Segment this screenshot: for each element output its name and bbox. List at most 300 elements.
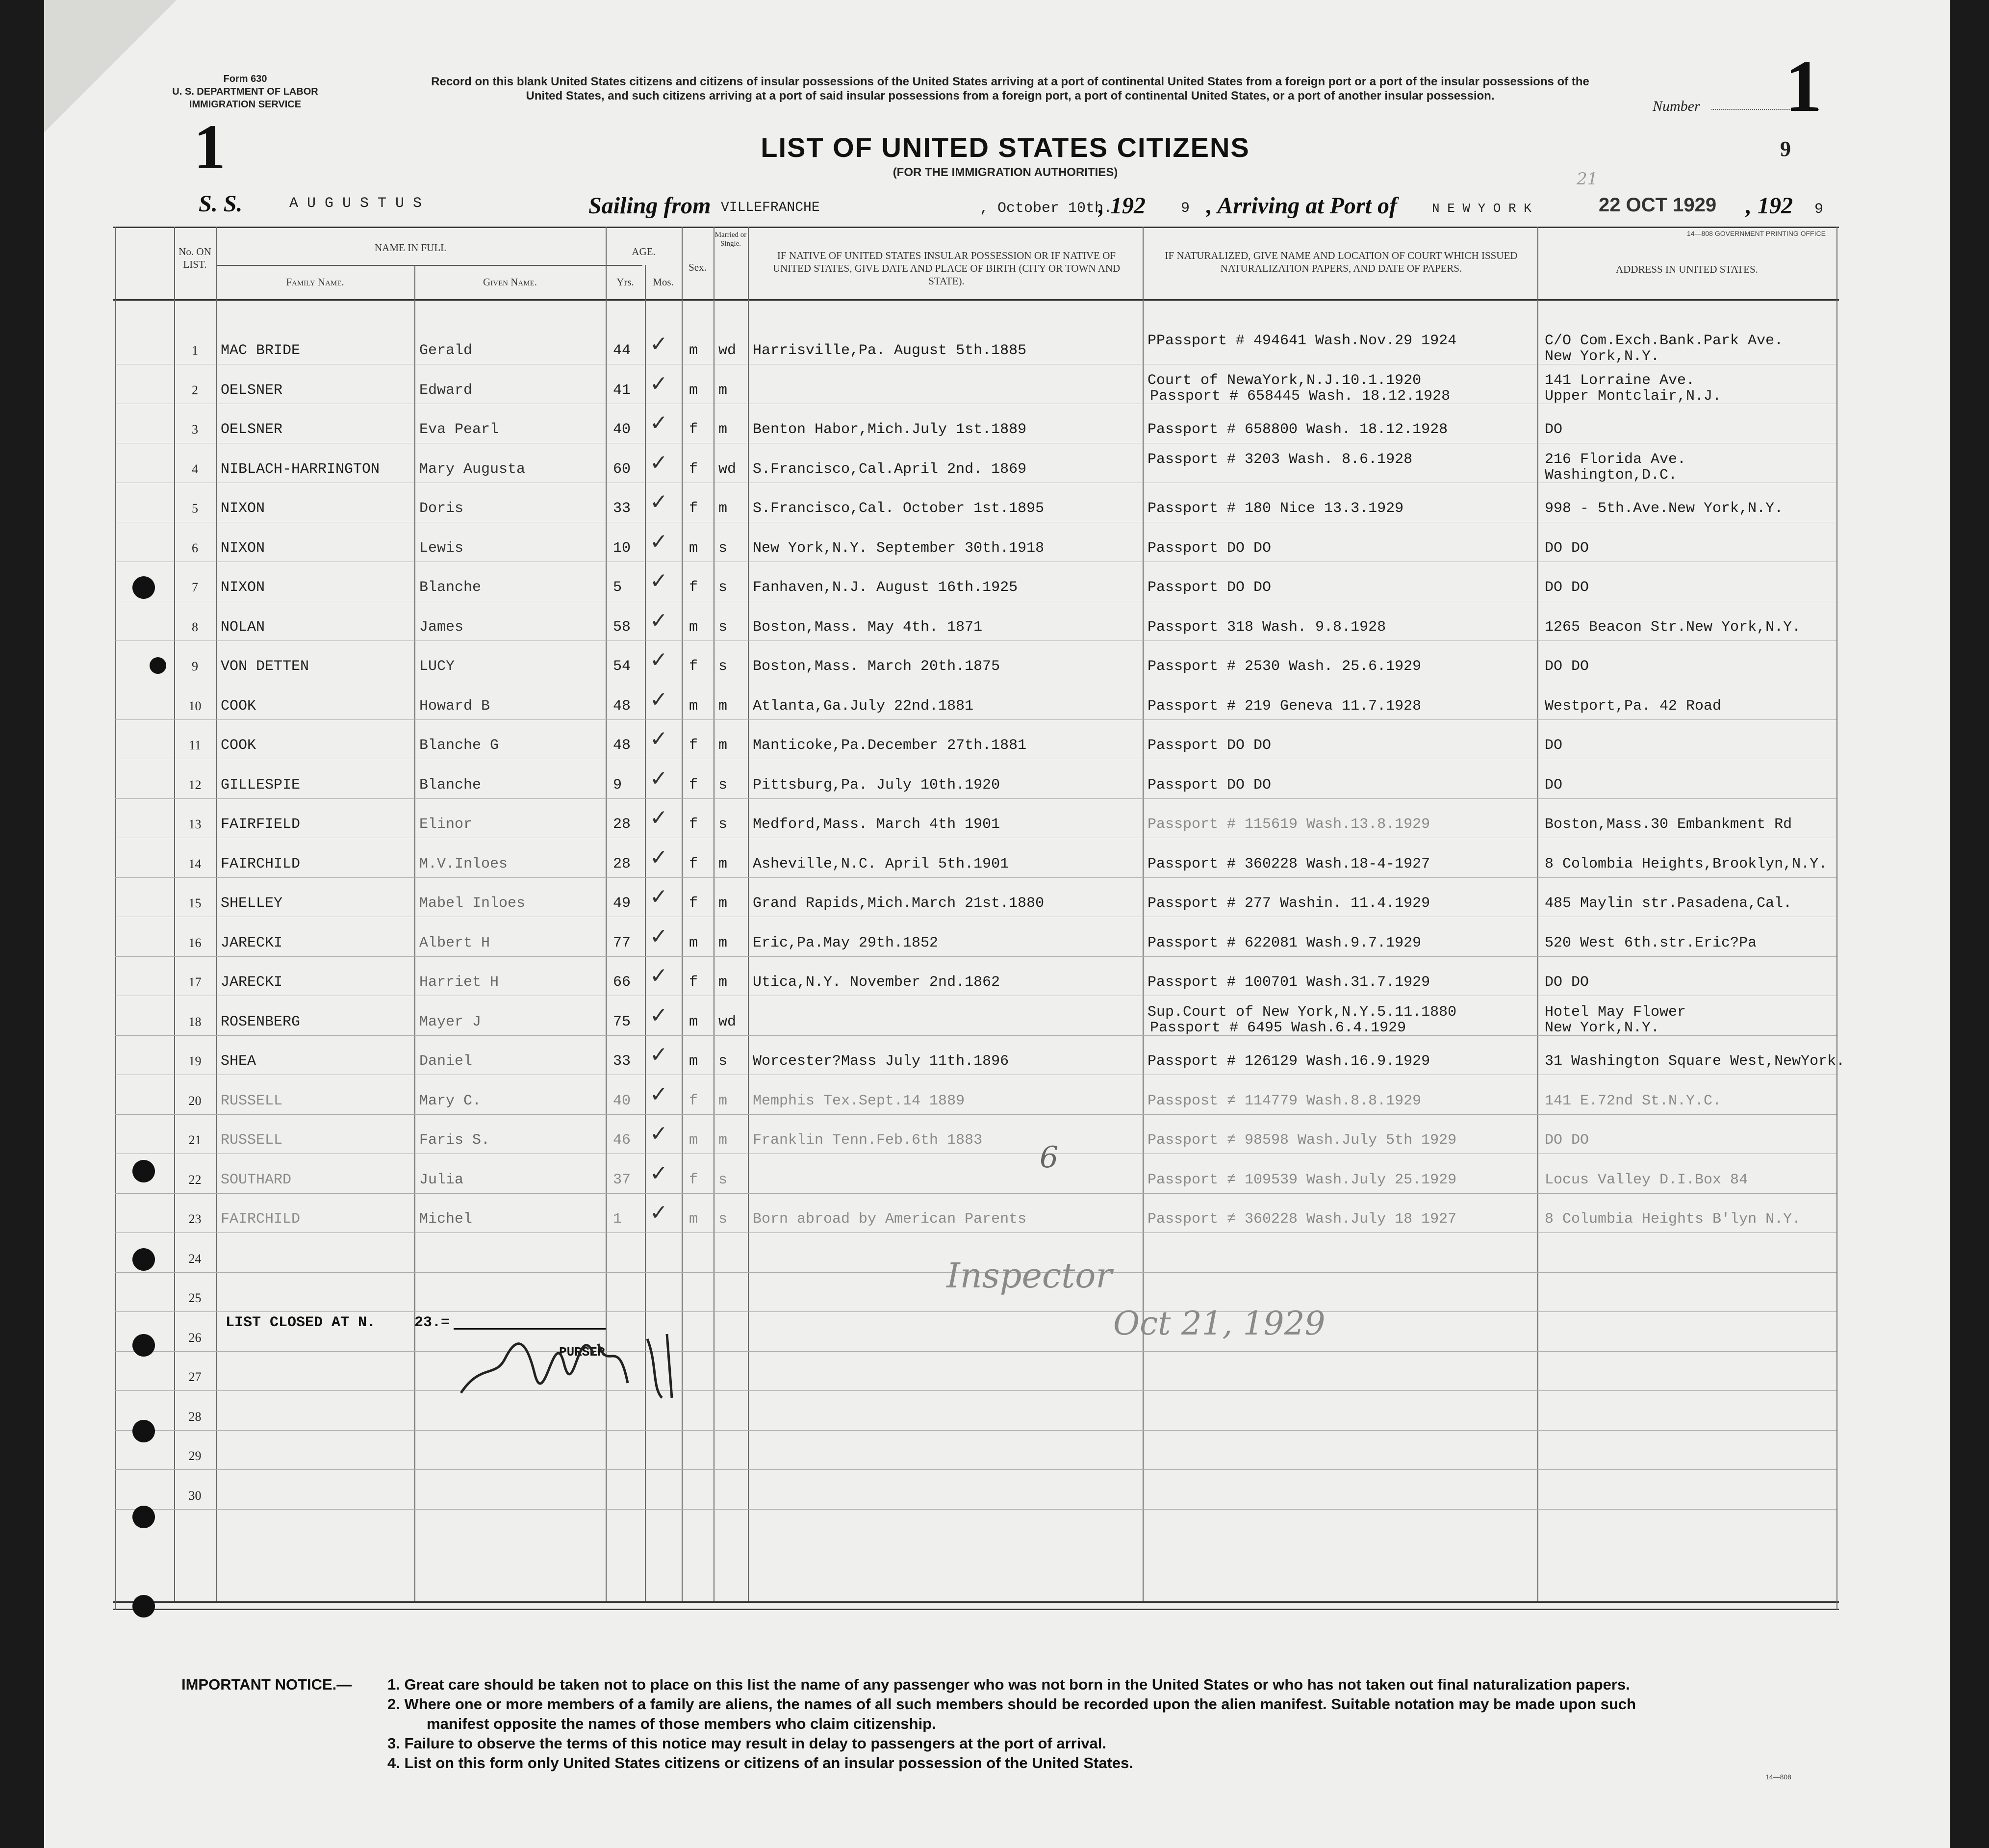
- service-name: IMMIGRATION SERVICE: [189, 99, 302, 110]
- birth-place-date: Boston,Mass. March 20th.1875: [753, 658, 1000, 675]
- given-name: M.V.Inloes: [419, 855, 508, 873]
- marital-status: m: [718, 934, 728, 951]
- handwritten-mark: 6: [1040, 1140, 1059, 1175]
- age-years: 49: [613, 895, 631, 912]
- age-years: 41: [613, 382, 631, 399]
- given-name: James: [419, 618, 464, 636]
- row-rule: [115, 1509, 1836, 1510]
- age-years: 37: [613, 1171, 631, 1188]
- row-number: 23: [188, 1212, 202, 1226]
- row-rule: [115, 1193, 1836, 1194]
- naturalization: Passport # 180 Nice 13.3.1929: [1148, 500, 1404, 517]
- age-check-mark: ✓: [650, 411, 668, 436]
- row-number: 16: [188, 935, 202, 950]
- sailing-year-digit: 9: [1181, 200, 1190, 217]
- naturalization: Passport # 219 Geneva 11.7.1928: [1148, 697, 1422, 715]
- col-rule-family: [216, 227, 217, 1601]
- address-line-2: New York,N.Y.: [1545, 348, 1660, 365]
- address: DO DO: [1545, 1132, 1589, 1149]
- age-years: 33: [613, 1053, 631, 1070]
- age-check-mark: ✓: [650, 1042, 668, 1067]
- marital-status: m: [718, 1132, 728, 1149]
- departure-port: VILLEFRANCHE: [721, 200, 820, 215]
- age-check-mark: ✓: [650, 1081, 668, 1107]
- family-name: NIXON: [221, 539, 265, 557]
- family-name: NIBLACH-HARRINGTON: [221, 461, 380, 478]
- row-number: 8: [192, 619, 198, 634]
- address: 1265 Beacon Str.New York,N.Y.: [1545, 618, 1801, 636]
- age-check-mark: ✓: [650, 963, 668, 988]
- age-check-mark: ✓: [650, 1002, 668, 1028]
- given-name: Eva Pearl: [419, 421, 499, 438]
- sex: m: [689, 1132, 698, 1149]
- address: Hotel May Flower: [1545, 1003, 1686, 1021]
- row-number: 26: [188, 1330, 202, 1345]
- inspector-signature: Inspector: [946, 1256, 1112, 1296]
- row-number: 25: [188, 1291, 202, 1305]
- header-bottom-rule: [113, 299, 1839, 301]
- sex: f: [689, 816, 698, 833]
- col-header-name: NAME IN FULL: [375, 242, 447, 254]
- sex: m: [689, 382, 698, 399]
- given-name: Gerald: [419, 342, 473, 359]
- purser-signature: [451, 1305, 706, 1412]
- naturalization: Passport # 115619 Wash.13.8.1929: [1148, 816, 1430, 833]
- naturalization: Passport # 360228 Wash.18-4-1927: [1148, 855, 1430, 873]
- row-number: 28: [188, 1409, 202, 1424]
- arrival-date-stamp: 22 OCT 1929: [1599, 194, 1717, 216]
- family-name: RUSSELL: [221, 1092, 283, 1109]
- row-number: 15: [188, 896, 202, 910]
- age-years: 5: [613, 579, 622, 596]
- given-name: LUCY: [419, 658, 455, 675]
- row-rule: [115, 1232, 1836, 1233]
- col-header-age: AGE.: [632, 246, 656, 257]
- age-check-mark: ✓: [650, 529, 668, 554]
- age-check-mark: ✓: [650, 450, 668, 475]
- age-check-mark: ✓: [650, 845, 668, 870]
- naturalization: Court of NewaYork,N.J.10.1.1920: [1148, 372, 1422, 389]
- given-name: Elinor: [419, 816, 473, 833]
- age-check-mark: ✓: [650, 568, 668, 593]
- col-header-family: Family Name.: [286, 276, 344, 288]
- address: 998 - 5th.Ave.New York,N.Y.: [1545, 500, 1784, 517]
- birth-place-date: Born abroad by American Parents: [753, 1211, 1027, 1228]
- marital-status: s: [718, 1171, 728, 1188]
- arrival-port: N E W Y O R K: [1432, 201, 1531, 216]
- address: Boston,Mass.30 Embankment Rd: [1545, 816, 1792, 833]
- age-check-mark: ✓: [650, 924, 668, 949]
- row-rule: [115, 1114, 1836, 1115]
- col-header-address: ADDRESS IN UNITED STATES.: [1616, 263, 1758, 275]
- marital-status: s: [718, 1211, 728, 1228]
- col-rule-given: [414, 265, 415, 1601]
- sex: m: [689, 618, 698, 636]
- address: DO: [1545, 776, 1563, 794]
- marital-status: m: [718, 421, 728, 438]
- col-rule-naturalized: [1143, 227, 1144, 1601]
- address: DO DO: [1545, 658, 1589, 675]
- birth-place-date: Eric,Pa.May 29th.1852: [753, 934, 939, 951]
- row-number: 5: [192, 501, 198, 515]
- naturalization: Passport # 622081 Wash.9.7.1929: [1148, 934, 1422, 951]
- notice-item-4: 4. List on this form only United States citizens or citizens of an insular possession of the United States.: [387, 1754, 1133, 1771]
- address: 216 Florida Ave.: [1545, 451, 1686, 468]
- birth-place-date: Franklin Tenn.Feb.6th 1883: [753, 1132, 983, 1149]
- col-header-no: No. ON LIST.: [178, 246, 211, 270]
- naturalization: Passport ≠ 360228 Wash.July 18 1927: [1148, 1211, 1457, 1228]
- family-name: NOLAN: [221, 618, 265, 636]
- table-top-rule: [113, 227, 1839, 228]
- age-check-mark: ✓: [650, 805, 668, 830]
- birth-place-date: Memphis Tex.Sept.14 1889: [753, 1092, 965, 1109]
- col-header-birth: IF NATIVE OF UNITED STATES INSULAR POSSESSION OR IF NATIVE OF UNITED STATES, GIVE DATE AND PLACE OF BIRTH (CITY OR TOWN AND STATE).: [772, 250, 1121, 287]
- naturalization: Passport ≠ 98598 Wash.July 5th 1929: [1148, 1132, 1457, 1149]
- family-name: ROSENBERG: [221, 1013, 301, 1030]
- col-header-yrs: Yrs.: [616, 276, 634, 288]
- col-rule-address: [1537, 227, 1538, 1601]
- given-name: Julia: [419, 1171, 464, 1188]
- ss-label: S. S.: [199, 191, 243, 217]
- age-check-mark: ✓: [650, 1200, 668, 1225]
- naturalization-line-2: Passport # 658445 Wash. 18.12.1928: [1150, 387, 1451, 405]
- marital-status: m: [718, 737, 728, 754]
- notice-item-2: 2. Where one or more members of a family are aliens, the names of all such members should be recorded upon the alien manifest. Suitable notation may be made upon such: [387, 1695, 1636, 1713]
- age-years: 40: [613, 1092, 631, 1109]
- family-name: SOUTHARD: [221, 1171, 292, 1188]
- address: 520 West 6th.str.Eric?Pa: [1545, 934, 1757, 951]
- punch-hole: [132, 1334, 155, 1357]
- age-check-mark: ✓: [650, 766, 668, 791]
- sex: m: [689, 697, 698, 715]
- sex: m: [689, 539, 698, 557]
- row-rule: [115, 798, 1836, 799]
- punch-hole: [132, 576, 155, 599]
- row-number: 2: [192, 383, 198, 397]
- age-years: 40: [613, 421, 631, 438]
- marital-status: s: [718, 539, 728, 557]
- age-years: 60: [613, 461, 631, 478]
- sex: f: [689, 855, 698, 873]
- col-header-married: Married or Single.: [714, 231, 747, 248]
- age-years: 28: [613, 816, 631, 833]
- birth-place-date: S.Francisco,Cal.April 2nd. 1869: [753, 461, 1027, 478]
- family-name: OELSNER: [221, 382, 283, 399]
- number-label: Number: [1653, 98, 1700, 114]
- row-number: 29: [188, 1449, 202, 1463]
- row-number: 6: [192, 540, 198, 555]
- col-header-naturalized: IF NATURALIZED, GIVE NAME AND LOCATION OF COURT WHICH ISSUED NATURALIZATION PAPERS, AND DATE OF PAPERS.: [1165, 250, 1518, 274]
- punch-hole: [132, 1420, 155, 1442]
- age-years: 54: [613, 658, 631, 675]
- list-closed-label: LIST CLOSED AT N.: [226, 1314, 376, 1331]
- marital-status: s: [718, 1053, 728, 1070]
- naturalization: Sup.Court of New York,N.Y.5.11.1880: [1148, 1003, 1457, 1021]
- birth-place-date: Pittsburg,Pa. July 10th.1920: [753, 776, 1000, 794]
- punch-hole: [132, 1506, 155, 1528]
- arriving-label: , Arriving at Port of: [1206, 193, 1397, 219]
- sex: f: [689, 1092, 698, 1109]
- punch-hole: [150, 657, 166, 674]
- address: DO DO: [1545, 539, 1589, 557]
- given-name: Mabel Inloes: [419, 895, 526, 912]
- sex: f: [689, 974, 698, 991]
- naturalization: Passport 318 Wash. 9.8.1928: [1148, 618, 1386, 636]
- row-number: 14: [188, 856, 202, 871]
- age-check-mark: ✓: [650, 608, 668, 633]
- sex: f: [689, 737, 698, 754]
- birth-place-date: Fanhaven,N.J. August 16th.1925: [753, 579, 1018, 596]
- age-check-mark: ✓: [650, 489, 668, 514]
- marital-status: s: [718, 776, 728, 794]
- birth-place-date: New York,N.Y. September 30th.1918: [753, 539, 1045, 557]
- age-check-mark: ✓: [650, 884, 668, 909]
- naturalization: Passport ≠ 109539 Wash.July 25.1929: [1148, 1171, 1457, 1188]
- sex: f: [689, 1171, 698, 1188]
- age-years: 9: [613, 776, 622, 794]
- family-name: RUSSELL: [221, 1132, 283, 1149]
- naturalization: Passport # 3203 Wash. 8.6.1928: [1148, 451, 1413, 468]
- age-years: 28: [613, 855, 631, 873]
- sex: f: [689, 500, 698, 517]
- family-name: JARECKI: [221, 934, 283, 951]
- list-closed-count: 23.=: [414, 1314, 450, 1331]
- address: DO: [1545, 421, 1563, 438]
- sailing-date: , October 10th.: [980, 200, 1113, 217]
- row-number: 20: [188, 1093, 202, 1108]
- sex: f: [689, 579, 698, 596]
- age-years: 10: [613, 539, 631, 557]
- address-line-2: Washington,D.C.: [1545, 466, 1678, 484]
- birth-place-date: Utica,N.Y. November 2nd.1862: [753, 974, 1000, 991]
- naturalization: Passport DO DO: [1148, 737, 1272, 754]
- table-bottom-rule: [113, 1601, 1839, 1603]
- row-number: 3: [192, 422, 198, 436]
- birth-place-date: Atlanta,Ga.July 22nd.1881: [753, 697, 974, 715]
- family-name: JARECKI: [221, 974, 283, 991]
- purser-label: PURSER: [559, 1345, 605, 1360]
- department-name: U. S. DEPARTMENT OF LABOR: [172, 86, 318, 97]
- row-rule: [115, 1390, 1836, 1391]
- age-check-mark: ✓: [650, 332, 668, 357]
- arrival-year-label: , 192: [1746, 193, 1793, 219]
- row-rule: [115, 1430, 1836, 1431]
- arrival-year-digit: 9: [1814, 201, 1824, 218]
- sex: f: [689, 895, 698, 912]
- address: 141 E.72nd St.N.Y.C.: [1545, 1092, 1722, 1109]
- age-check-mark: ✓: [650, 726, 668, 751]
- row-rule: [115, 1311, 1836, 1312]
- punch-hole: [132, 1248, 155, 1271]
- birth-place-date: Worcester?Mass July 11th.1896: [753, 1053, 1009, 1070]
- table-bottom-rule-2: [113, 1609, 1839, 1610]
- given-name: Michel: [419, 1211, 473, 1228]
- col-header-sex: Sex.: [688, 261, 707, 273]
- left-sheet-number: 1: [194, 112, 226, 182]
- notice-item-1: 1. Great care should be taken not to place on this list the name of any passenger who was not born in the United States or who has not taken out final naturalization papers.: [387, 1676, 1630, 1693]
- age-years: 48: [613, 737, 631, 754]
- naturalization: Passport # 658800 Wash. 18.12.1928: [1148, 421, 1448, 438]
- row-rule: [115, 719, 1836, 720]
- address-line-2: New York,N.Y.: [1545, 1019, 1660, 1036]
- family-name: FAIRCHILD: [221, 1211, 301, 1228]
- age-check-mark: ✓: [650, 647, 668, 672]
- age-years: 44: [613, 342, 631, 359]
- naturalization: Passport DO DO: [1148, 776, 1272, 794]
- age-years: 48: [613, 697, 631, 715]
- row-number: 7: [192, 580, 198, 594]
- family-name: COOK: [221, 737, 256, 754]
- family-name: NIXON: [221, 579, 265, 596]
- given-name: Blanche: [419, 776, 482, 794]
- birth-place-date: Grand Rapids,Mich.March 21st.1880: [753, 895, 1045, 912]
- naturalization: Passport DO DO: [1148, 579, 1272, 596]
- name-age-subrule: [216, 265, 642, 266]
- age-years: 33: [613, 500, 631, 517]
- row-number: 10: [188, 698, 202, 713]
- age-check-mark: ✓: [650, 1121, 668, 1146]
- sex: f: [689, 461, 698, 478]
- sailing-label: Sailing from: [588, 193, 711, 219]
- given-name: Mary C.: [419, 1092, 482, 1109]
- marital-status: wd: [718, 1013, 737, 1030]
- col-header-given: Given Name.: [483, 276, 537, 288]
- family-name: SHELLEY: [221, 895, 283, 912]
- sailing-year-label: , 192: [1098, 193, 1146, 219]
- family-name: COOK: [221, 697, 256, 715]
- row-number: 1: [192, 343, 198, 358]
- address: DO DO: [1545, 974, 1589, 991]
- marital-status: wd: [718, 461, 737, 478]
- row-number: 12: [188, 777, 202, 792]
- sheet-number: 1: [1785, 46, 1822, 127]
- row-number: 13: [188, 817, 202, 831]
- given-name: Edward: [419, 382, 473, 399]
- notice-heading: IMPORTANT NOTICE.—: [181, 1676, 352, 1693]
- address: 31 Washington Square West,NewYork.: [1545, 1053, 1845, 1070]
- gpo-code-number: 14—808: [1687, 230, 1713, 237]
- footer-code: 14—808: [1765, 1773, 1791, 1781]
- folded-corner: [44, 0, 177, 132]
- row-rule: [115, 956, 1836, 957]
- given-name: Daniel: [419, 1053, 473, 1070]
- address: Westport,Pa. 42 Road: [1545, 697, 1722, 715]
- row-number: 27: [188, 1370, 202, 1384]
- birth-place-date: S.Francisco,Cal. October 1st.1895: [753, 500, 1045, 517]
- table-right-edge: [1836, 227, 1837, 1610]
- age-years: 1: [613, 1211, 622, 1228]
- col-header-mos: Mos.: [653, 276, 674, 288]
- address: C/O Com.Exch.Bank.Park Ave.: [1545, 333, 1784, 349]
- col-rule-birth: [748, 227, 749, 1601]
- form-number: Form 630: [223, 74, 267, 84]
- sex: m: [689, 1013, 698, 1030]
- marital-status: m: [718, 697, 728, 715]
- birth-place-date: Harrisville,Pa. August 5th.1885: [753, 342, 1027, 359]
- sex: f: [689, 658, 698, 675]
- birth-place-date: Boston,Mass. May 4th. 1871: [753, 618, 983, 636]
- birth-place-date: Benton Habor,Mich.July 1st.1889: [753, 421, 1027, 438]
- row-number: 18: [188, 1014, 202, 1029]
- naturalization-line-2: Passport # 6495 Wash.6.4.1929: [1150, 1019, 1406, 1036]
- marital-status: m: [718, 974, 728, 991]
- sex: m: [689, 342, 698, 359]
- marital-status: m: [718, 895, 728, 912]
- row-number: 11: [188, 738, 202, 752]
- row-rule: [115, 1351, 1836, 1352]
- marital-status: wd: [718, 342, 737, 359]
- age-check-mark: ✓: [650, 371, 668, 396]
- row-number: 19: [188, 1054, 202, 1068]
- marital-status: m: [718, 500, 728, 517]
- address: DO: [1545, 737, 1563, 754]
- row-number: 30: [188, 1488, 202, 1503]
- marital-status: s: [718, 579, 728, 596]
- ship-name: A U G U S T U S: [289, 195, 422, 212]
- address: 141 Lorraine Ave.: [1545, 372, 1695, 389]
- row-number: 24: [188, 1251, 202, 1266]
- punch-hole: [132, 1160, 155, 1182]
- marital-status: m: [718, 855, 728, 873]
- marital-status: m: [718, 1092, 728, 1109]
- table-left-edge: [115, 227, 116, 1610]
- family-name: OELSNER: [221, 421, 283, 438]
- row-number: 9: [192, 659, 198, 673]
- right-sheet-number: 9: [1780, 137, 1791, 161]
- instructions-text: Record on this blank United States citizens and citizens of insular possessions of the United States arriving at a port of continental United States from a foreign port or a port of the insular possessions of the United States, and such citizens arriving at a port of said insular possessions from a foreign port, a port of continental United States, or a port of another insular possession.: [431, 75, 1589, 103]
- given-name: Doris: [419, 500, 464, 517]
- gpo-note: GOVERNMENT PRINTING OFFICE: [1714, 230, 1826, 237]
- arrival-handwritten-day: 21: [1577, 169, 1598, 189]
- address-line-2: Upper Montclair,N.J.: [1545, 387, 1722, 405]
- family-name: VON DETTEN: [221, 658, 309, 675]
- naturalization: Passport # 2530 Wash. 25.6.1929: [1148, 658, 1422, 675]
- marital-status: s: [718, 816, 728, 833]
- address: DO DO: [1545, 579, 1589, 596]
- given-name: Albert H: [419, 934, 490, 951]
- row-number: 22: [188, 1172, 202, 1187]
- given-name: Blanche: [419, 579, 482, 596]
- row-rule: [115, 1469, 1836, 1470]
- age-years: 46: [613, 1132, 631, 1149]
- family-name: FAIRCHILD: [221, 855, 301, 873]
- age-years: 58: [613, 618, 631, 636]
- age-years: 77: [613, 934, 631, 951]
- sex: m: [689, 1211, 698, 1228]
- given-name: Mayer J: [419, 1013, 482, 1030]
- address: Locus Valley D.I.Box 84: [1545, 1171, 1748, 1188]
- naturalization: Passport # 277 Washin. 11.4.1929: [1148, 895, 1430, 912]
- given-name: Howard B: [419, 697, 490, 715]
- family-name: SHEA: [221, 1053, 256, 1070]
- naturalization: Passport # 126129 Wash.16.9.1929: [1148, 1053, 1430, 1070]
- family-name: NIXON: [221, 500, 265, 517]
- row-number: 4: [192, 462, 198, 476]
- family-name: FAIRFIELD: [221, 816, 301, 833]
- marital-status: s: [718, 618, 728, 636]
- given-name: Faris S.: [419, 1132, 490, 1149]
- punch-hole: [132, 1595, 155, 1617]
- gpo-code: [1687, 230, 1826, 237]
- age-years: 66: [613, 974, 631, 991]
- address: 485 Maylin str.Pasadena,Cal.: [1545, 895, 1792, 912]
- sex: m: [689, 1053, 698, 1070]
- sex: m: [689, 934, 698, 951]
- sex: f: [689, 776, 698, 794]
- naturalization: Passport DO DO: [1148, 539, 1272, 557]
- page-title: LIST OF UNITED STATES CITIZENS: [761, 132, 1250, 163]
- family-name: MAC BRIDE: [221, 342, 301, 359]
